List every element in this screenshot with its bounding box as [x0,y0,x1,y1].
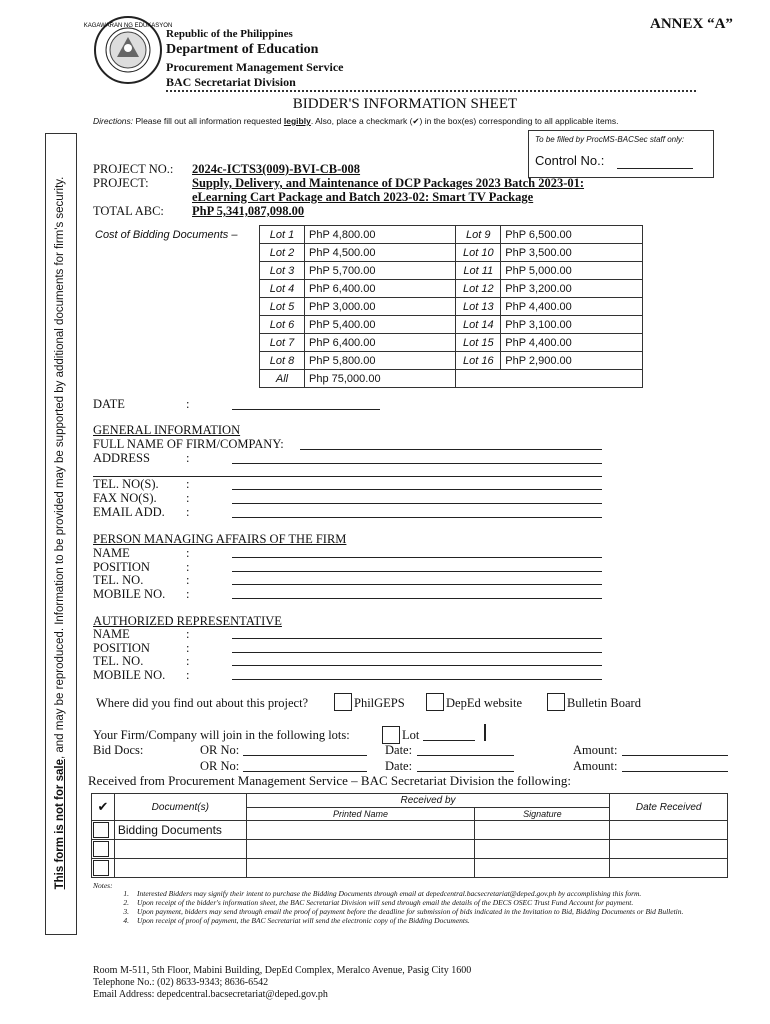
directions-legibly: legibly [283,116,311,126]
control-no-field[interactable] [617,168,693,169]
bid-date-field-1[interactable] [417,755,514,756]
note-number: 4. [123,916,129,925]
cost-lot-label: Lot 2 [260,244,305,262]
person-name-field[interactable] [232,557,602,558]
checkmark-icon: ✔ [412,116,420,126]
person-position-field[interactable] [232,571,602,572]
cost-price: PhP 6,500.00 [501,226,643,244]
signature-cell[interactable] [475,859,610,878]
notes-list [93,889,703,925]
staff-note: To be filled by ProcMS-BACSec staff only: [535,135,685,144]
note-text: Interested Bidders may signify their intent to purchase the Bidding Documents through email at depedcentral.bacsecretariat@deped.gov.ph by accomplishing this form. [137,889,642,898]
annex-label: ANNEX “A” [650,16,733,32]
person-tel-field[interactable] [232,584,602,585]
cost-row [260,262,643,280]
auth-name-field[interactable] [232,638,602,639]
check-header-icon: ✔ [92,794,115,821]
cost-price: PhP 3,100.00 [501,316,643,334]
bid-date-label-2: Date: [385,759,413,773]
or-no-field-1[interactable] [243,755,367,756]
note-number: 1. [123,889,129,898]
text-cursor [484,724,486,741]
or-no-label-2: OR No: [200,759,240,773]
abc-label: TOTAL ABC: [93,204,164,218]
date-received-header: Date Received [610,794,728,821]
firm-label: FULL NAME OF FIRM/COMPANY: [93,437,284,451]
authorized-heading: AUTHORIZED REPRESENTATIVE [93,614,282,628]
project-line2: eLearning Cart Package and Batch 2023-02: Smart TV Package [192,190,534,204]
directions-text3: ) in the box(es) corresponding to all applicable items. [419,116,619,126]
auth-position-label: POSITION [93,641,150,655]
page-title: BIDDER'S INFORMATION SHEET [292,96,518,112]
philgeps-checkbox[interactable] [334,693,352,711]
cost-table [259,225,643,388]
auth-mobile-colon: : [186,668,190,682]
note-item [93,889,703,898]
side-note-bold: This form is not for sale [54,759,66,890]
cost-price: PhP 3,200.00 [501,280,643,298]
fax-label: FAX NO(S). [93,491,157,505]
amount-field-1[interactable] [622,755,728,756]
date-received-cell[interactable] [610,859,728,878]
control-no-label: Control No.: [535,153,605,168]
received-table [91,793,728,878]
tel-colon: : [186,477,190,491]
cost-row [260,334,643,352]
auth-tel-field[interactable] [232,665,602,666]
auth-name-colon: : [186,627,190,641]
cost-price: PhP 5,800.00 [305,352,456,370]
note-item [93,907,703,916]
cost-price: PhP 4,400.00 [501,298,643,316]
cost-row [260,316,643,334]
printed-name-cell[interactable] [246,859,475,878]
lot-checkbox[interactable] [382,726,400,744]
side-note-rest: , and may be reproduced. Information to be provided may be supported by additional documents for firm's security. [54,176,66,760]
email-colon: : [186,505,190,519]
bidding-docs-checkbox[interactable] [93,822,109,838]
person-mobile-field[interactable] [232,598,602,599]
person-position-colon: : [186,560,190,574]
address-label: ADDRESS [93,451,150,465]
fax-field[interactable] [232,503,602,504]
cost-row [260,352,643,370]
person-name-label: NAME [93,546,130,560]
cost-lot-label: Lot 6 [260,316,305,334]
project-line1: Supply, Delivery, and Maintenance of DCP Packages 2023 Batch 2023-01: [192,176,585,190]
person-mobile-colon: : [186,587,190,601]
deped-seal-icon [83,15,173,85]
directions-prefix: Directions: [93,116,134,126]
printed-name-cell[interactable] [246,821,475,840]
cost-price: PhP 4,400.00 [501,334,643,352]
project-no-label: PROJECT NO.: [93,162,174,176]
cost-price: PhP 6,400.00 [305,334,456,352]
document-cell[interactable] [114,840,246,859]
date-colon: : [186,397,190,411]
lots-question: Your Firm/Company will join in the following lots: [93,728,350,742]
cost-lot-label: Lot 7 [260,334,305,352]
or-no-field-2[interactable] [243,771,367,772]
person-tel-label: TEL. NO. [93,573,144,587]
signature-cell[interactable] [475,840,610,859]
cost-lot-label: Lot 9 [456,226,501,244]
cost-lot-label: Lot 15 [456,334,501,352]
address-colon: : [186,451,190,465]
footer [93,965,471,1001]
side-note-text [54,143,66,923]
note-item [93,898,703,907]
project-label: PROJECT: [93,176,149,190]
cost-label: Cost of Bidding Documents – [95,229,238,241]
cost-row [260,280,643,298]
address-field[interactable] [232,463,602,464]
cost-price: PhP 5,700.00 [305,262,456,280]
deped-website-label: DepEd website [446,696,523,710]
email-field[interactable] [232,517,602,518]
person-tel-colon: : [186,573,190,587]
address-field-2[interactable] [93,476,602,477]
bidding-docs-label: Bidding Documents [114,821,246,840]
bid-date-label-1: Date: [385,743,413,757]
cost-lot-label: Lot 11 [456,262,501,280]
cost-price: PhP 4,800.00 [305,226,456,244]
svg-text:KAGAWARAN NG EDUKASYON: KAGAWARAN NG EDUKASYON [83,23,173,29]
notes-label: Notes: [93,881,113,890]
cost-price: PhP 3,000.00 [305,298,456,316]
person-name-colon: : [186,546,190,560]
printed-name-header: Printed Name [246,808,475,821]
table-row [92,840,728,859]
auth-mobile-field[interactable] [232,679,602,680]
cost-lot-label: Lot 8 [260,352,305,370]
cost-lot-label: Lot 10 [456,244,501,262]
cost-all-price: Php 75,000.00 [305,370,456,388]
source-question: Where did you find out about this project? [96,696,309,710]
abc-value: PhP 5,341,087,098.00 [192,204,305,218]
amount-field-2[interactable] [622,771,728,772]
date-received-cell[interactable] [610,821,728,840]
note-text: Upon receipt of the bidder's information sheet, the BAC Secretariat Division will send through email the details of the DECS OSEC Trust Fund Account for payment. [137,898,634,907]
auth-mobile-label: MOBILE NO. [93,668,166,682]
note-text: Upon payment, bidders may send through email the proof of payment before the deadline for submission of bids indicated in the Invitation to Bid, Bidding Documents or Bid Bulletin. [137,907,684,916]
directions-text1: Please fill out all information requested [133,116,284,126]
lot-label: Lot [402,728,420,742]
cost-lot-label: Lot 13 [456,298,501,316]
cost-lot-label: Lot 14 [456,316,501,334]
cost-row [260,298,643,316]
cost-lot-label: Lot 3 [260,262,305,280]
philgeps-label: PhilGEPS [354,696,405,710]
bid-docs-label: Bid Docs: [93,743,144,757]
date-received-cell[interactable] [610,840,728,859]
note-number: 2. [123,898,129,907]
document-cell[interactable] [114,859,246,878]
cost-price: PhP 2,900.00 [501,352,643,370]
service-text: Procurement Management Service [166,60,344,74]
person-mobile-label: MOBILE NO. [93,587,166,601]
firm-field[interactable] [300,449,602,450]
tel-field[interactable] [232,489,602,490]
received-by-header: Received by [246,794,610,808]
republic-text: Republic of the Philippines [166,28,293,40]
table-row [92,821,728,840]
date-field[interactable] [232,409,380,410]
date-label: DATE [93,397,125,411]
directions-text2: . Also, place a checkmark ( [310,116,413,126]
signature-header: Signature [475,808,610,821]
note-number: 3. [123,907,129,916]
cost-lot-label: Lot 4 [260,280,305,298]
department-text: Department of Education [166,42,319,57]
bulletin-board-checkbox[interactable] [547,693,565,711]
cost-all-label: All [260,370,305,388]
auth-position-field[interactable] [232,652,602,653]
row-checkbox[interactable] [93,841,109,857]
auth-name-label: NAME [93,627,130,641]
or-no-label-1: OR No: [200,743,240,757]
project-no-value: 2024c-ICTS3(009)-BVI-CB-008 [192,162,361,176]
cost-lot-label: Lot 16 [456,352,501,370]
amount-label-1: Amount: [573,743,618,757]
deped-website-checkbox[interactable] [426,693,444,711]
auth-position-colon: : [186,641,190,655]
division-text: BAC Secretariat Division [166,75,296,89]
auth-tel-colon: : [186,654,190,668]
cost-price: PhP 4,500.00 [305,244,456,262]
bid-date-field-2[interactable] [417,771,514,772]
received-sentence: Received from Procurement Management Service – BAC Secretariat Division the following: [88,773,572,788]
signature-cell[interactable] [475,821,610,840]
row-checkbox[interactable] [93,860,109,876]
bulletin-board-label: Bulletin Board [567,696,641,710]
cost-price: PhP 5,000.00 [501,262,643,280]
note-text: Upon receipt of proof of payment, the BAC Secretariat will send the electronic copy of the Bidding Documents. [137,916,470,925]
cost-row [260,226,643,244]
general-heading: GENERAL INFORMATION [93,423,241,437]
person-position-label: POSITION [93,560,150,574]
note-item [93,916,703,925]
directions [93,116,618,127]
footer-email: Email Address: depedcentral.bacsecretariat@deped.gov.ph [93,989,328,1000]
printed-name-cell[interactable] [246,840,475,859]
cost-row [260,244,643,262]
cost-price: PhP 6,400.00 [305,280,456,298]
cost-lot-label: Lot 12 [456,280,501,298]
person-heading: PERSON MANAGING AFFAIRS OF THE FIRM [93,532,347,546]
fax-colon: : [186,491,190,505]
cost-lot-label: Lot 5 [260,298,305,316]
footer-address: Room M-511, 5th Floor, Mabini Building, DepEd Complex, Meralco Avenue, Pasig City 1600 [93,965,472,976]
lot-field[interactable] [423,740,475,741]
documents-header: Document(s) [114,794,246,821]
staff-box [528,130,714,178]
footer-phone: Telephone No.: (02) 8633-9343; 8636-6542 [93,977,269,988]
cost-price: PhP 3,500.00 [501,244,643,262]
tel-label: TEL. NO(S). [93,477,159,491]
auth-tel-label: TEL. NO. [93,654,144,668]
email-label: EMAIL ADD. [93,505,165,519]
cost-row-all [260,370,643,388]
header-ornament [166,90,696,95]
cost-lot-label: Lot 1 [260,226,305,244]
cost-empty-cell [456,370,643,388]
amount-label-2: Amount: [573,759,618,773]
cost-price: PhP 5,400.00 [305,316,456,334]
table-row [92,859,728,878]
